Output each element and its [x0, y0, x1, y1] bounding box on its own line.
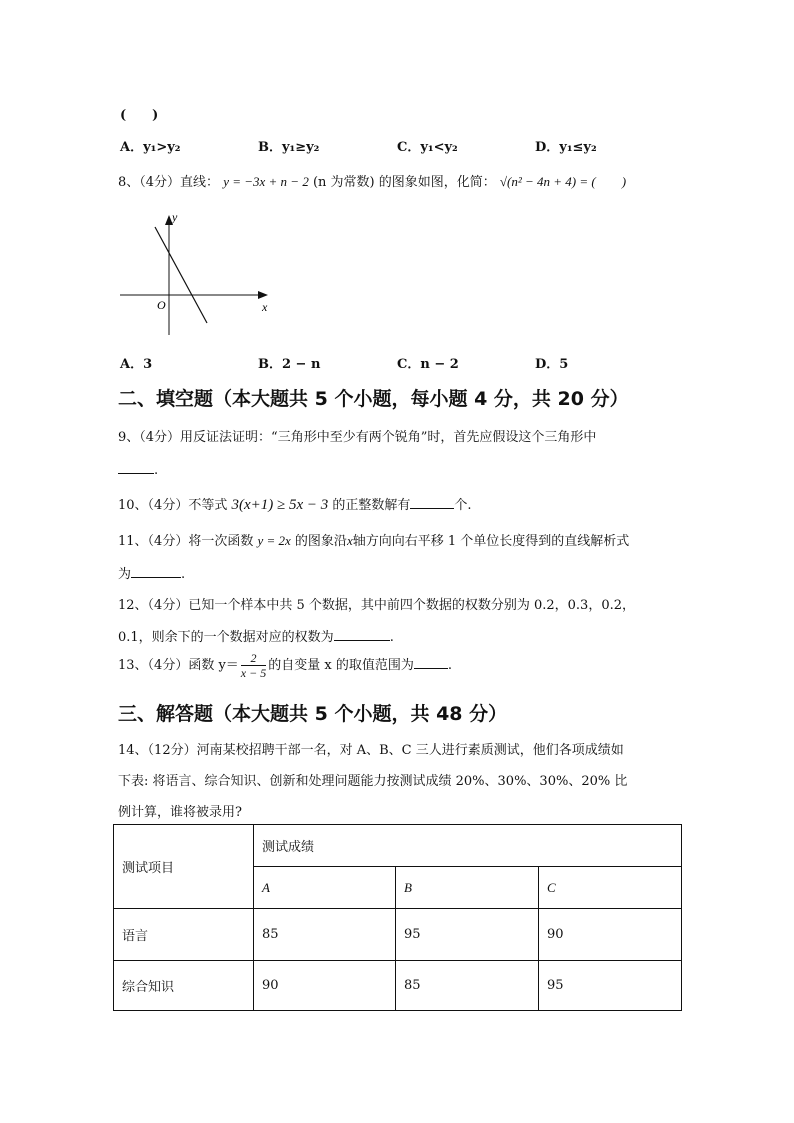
q14-line1: 14、（12分）河南某校招聘干部一名，对 A、B、C 三人进行素质测试，他们各项成绩如 — [118, 743, 624, 758]
table-row-item: 综合知识 — [114, 961, 254, 1011]
q12-end: . — [389, 630, 394, 645]
q8-radical: √(n² − 4n + 4) = ( ) — [499, 174, 627, 189]
q9-answer-blank[interactable] — [118, 459, 154, 474]
table-header-candidate-c: C — [539, 867, 682, 909]
q11-line2 — [118, 563, 185, 582]
table-row — [114, 909, 682, 961]
q13-denominator: x − 5 — [240, 666, 267, 680]
q9-period: . — [154, 463, 159, 478]
section-3-heading: 三、解答题（本大题共 5 个小题，共 48 分） — [118, 703, 508, 725]
q13-fraction — [241, 651, 266, 680]
q12-line2 — [118, 626, 394, 645]
q7-option-a: A．y₁>y₂ — [120, 140, 181, 155]
q8-option-d: D．5 — [535, 357, 569, 372]
y-axis-label: y — [172, 210, 178, 224]
q11-axis: x — [346, 533, 353, 548]
q7-option-d: D．y₁≤y₂ — [535, 140, 597, 155]
q11-rest: 轴方向向右平移 1 个单位长度得到的直线解析式 — [352, 534, 630, 549]
q7-answer-paren: ( ) — [120, 108, 159, 123]
table-cell-score: 95 — [396, 909, 539, 961]
q13-question — [118, 651, 452, 680]
table-header-item: 测试项目 — [114, 825, 254, 909]
table-cell-score: 85 — [396, 961, 539, 1011]
q12-line2-text: 0.1，则余下的一个数据对应的权数为 — [118, 630, 334, 645]
section-2-heading: 二、填空题（本大题共 5 个小题，每小题 4 分，共 20 分） — [118, 388, 629, 410]
q12-line1: 12、（4分）已知一个样本中共 5 个数据，其中前四个数据的权数分别为 0.2，0.3，0.2， — [118, 598, 636, 613]
q13-numerator: 2 — [241, 651, 266, 666]
q7-option-b: B．y₁≥y₂ — [258, 140, 320, 155]
q8-option-a: A．3 — [120, 357, 153, 372]
q8-prefix: 8、（4分）直线： — [118, 175, 220, 190]
table-cell-score: 95 — [539, 961, 682, 1011]
q14-line2: 下表: 将语言、综合知识、创新和处理问题能力按测试成绩 20%、30%、30%、20% 比 — [118, 774, 628, 789]
q10-end: 个. — [454, 498, 472, 513]
q8-equation: y = −3x + n − 2 — [223, 174, 309, 189]
table-header-candidate-b: B — [396, 867, 539, 909]
q7-option-c: C．y₁<y₂ — [397, 140, 458, 155]
table-cell-score: 90 — [539, 909, 682, 961]
q11-line2-prefix: 为 — [118, 567, 132, 582]
q9-line1: 9、（4分）用反证法证明：“三角形中至少有两个锐角”时，首先应假设这个三角形中 — [118, 430, 597, 445]
q11-answer-blank[interactable] — [131, 563, 181, 578]
q14-score-table — [113, 824, 682, 1011]
q11-end: . — [181, 567, 186, 582]
origin-label: O — [157, 298, 166, 312]
x-axis-label: x — [262, 300, 268, 314]
q10-question — [118, 494, 472, 514]
q13-suffix: 的自变量 x 的取值范围为 — [268, 658, 414, 673]
q11-function: y = 2x — [257, 533, 291, 548]
q13-answer-blank[interactable] — [414, 654, 448, 669]
q10-prefix: 10、（4分）不等式 — [118, 498, 228, 513]
q10-answer-blank[interactable] — [410, 494, 454, 509]
q9-line2 — [118, 459, 158, 478]
q8-mid: (n 为常数) 的图象如图，化简： — [312, 175, 496, 190]
q8-question — [118, 171, 626, 190]
q12-answer-blank[interactable] — [334, 626, 390, 641]
q8-option-b: B．2 − n — [258, 357, 321, 372]
table-row — [114, 961, 682, 1011]
x-axis-arrow — [258, 291, 268, 299]
q11-middle: 的图象沿 — [294, 534, 347, 549]
table-header-score: 测试成绩 — [254, 825, 682, 867]
q10-inequality: 3(x+1) ≥ 5x − 3 — [231, 497, 329, 513]
q8-option-c: C．n − 2 — [397, 357, 459, 372]
table-cell-score: 90 — [254, 961, 396, 1011]
q14-line3: 例计算，谁将被录用? — [118, 805, 242, 820]
table-cell-score: 85 — [254, 909, 396, 961]
q13-prefix: 13、（4分）函数 y＝ — [118, 658, 239, 673]
q11-line1 — [118, 530, 629, 549]
q8-line-graph — [115, 205, 275, 340]
q13-end: . — [447, 658, 452, 673]
table-row-item: 语言 — [114, 909, 254, 961]
table-header-candidate-a: A — [254, 867, 396, 909]
q11-prefix: 11、（4分）将一次函数 — [118, 534, 254, 549]
q10-suffix: 的正整数解有 — [332, 498, 411, 513]
